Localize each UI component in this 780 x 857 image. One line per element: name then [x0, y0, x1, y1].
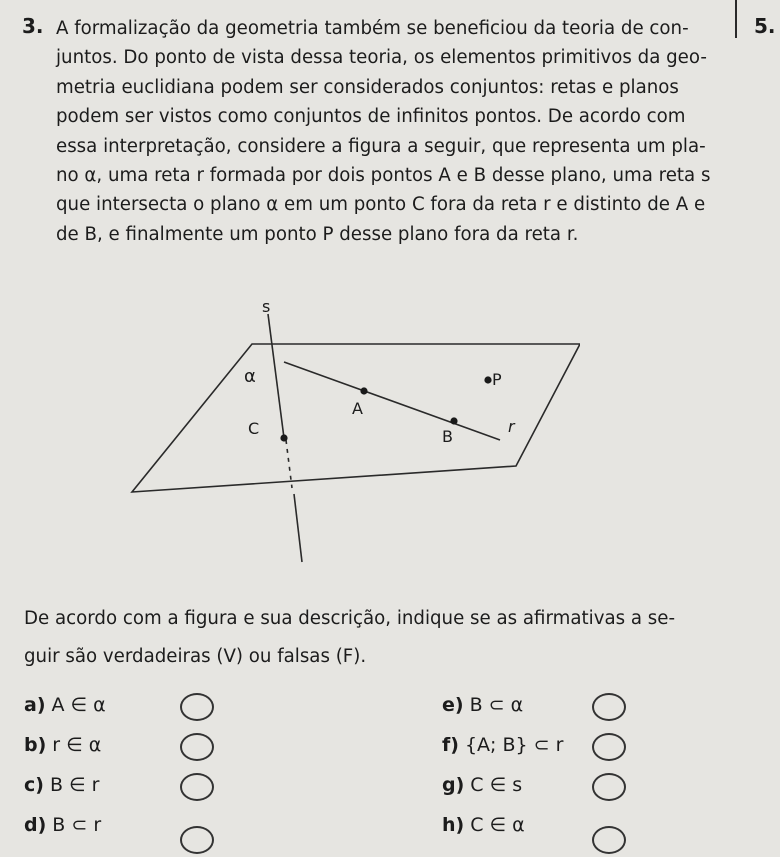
instruction-line: guir são verdadeiras (V) ou falsas (F). [24, 646, 367, 667]
label-r: r [508, 417, 515, 436]
label-c: C [248, 419, 260, 438]
label-a: A [352, 399, 363, 418]
statement-letter: d) [24, 814, 47, 836]
line-r [284, 362, 500, 440]
statement-letter: e) [442, 694, 464, 716]
paragraph-line: de B, e finalmente um ponto P desse plano fora da reta r. [56, 223, 579, 245]
answer-circle-g[interactable] [592, 773, 626, 801]
margin-divider [735, 0, 737, 38]
paragraph-line: juntos. Do ponto de vista dessa teoria, os elementos primitivos da geo- [56, 47, 707, 69]
statement-d [24, 814, 101, 836]
statement-expression: C ∈ s [470, 774, 523, 796]
answer-circle-c[interactable] [180, 773, 214, 801]
point-c [280, 434, 287, 441]
statement-letter: h) [442, 814, 465, 836]
answer-circle-d[interactable] [180, 826, 214, 854]
paragraph-line: metria euclidiana podem ser considerados conjuntos: retas e planos [56, 76, 679, 98]
paragraph-line: essa interpretação, considere a figura a seguir, que representa um pla- [56, 135, 706, 157]
statement-letter: b) [24, 734, 47, 756]
answer-circle-a[interactable] [180, 693, 214, 721]
point-p [484, 376, 491, 383]
label-s: s [262, 297, 271, 316]
label-alpha: α [244, 366, 256, 387]
statement-expression: B ∈ r [49, 774, 100, 796]
line-s-upper [268, 314, 284, 438]
statement-a [24, 694, 106, 716]
statement-f [442, 734, 563, 756]
paragraph-line: A formalização da geometria também se beneficiou da teoria de con- [56, 18, 689, 39]
geometry-figure [120, 288, 580, 568]
paragraph-line: no α, uma reta r formada por dois pontos A e B desse plano, uma reta s [56, 165, 711, 187]
statement-expression: C ∈ α [470, 814, 525, 836]
statement-b [24, 734, 101, 756]
answer-circle-h[interactable] [592, 826, 626, 854]
point-a [360, 387, 367, 394]
statement-e [442, 694, 523, 716]
answer-circle-b[interactable] [180, 733, 214, 761]
statement-expression: B ⊂ r [52, 814, 102, 836]
statement-expression: r ∈ α [52, 734, 102, 756]
statement-letter: c) [24, 774, 44, 796]
answer-circle-f[interactable] [592, 733, 626, 761]
statement-expression: {A; B} ⊂ r [464, 734, 564, 756]
instruction-line: De acordo com a figura e sua descrição, indique se as afirmativas a se- [24, 608, 676, 629]
question-number: 3. [22, 14, 44, 38]
statement-c [24, 774, 99, 796]
paragraph-line: podem ser vistos como conjuntos de infinitos pontos. De acordo com [56, 106, 686, 128]
paragraph-line: que intersecta o plano α em um ponto C fora da reta r e distinto de A e [56, 194, 706, 216]
statement-h [442, 814, 525, 836]
statement-letter: g) [442, 774, 465, 796]
statement-expression: B ⊂ α [469, 694, 524, 716]
label-b: B [442, 427, 453, 446]
question-paragraph [56, 14, 728, 249]
next-question-number: 5. [754, 14, 776, 38]
statement-g [442, 774, 522, 796]
instructions [24, 600, 764, 676]
point-b [450, 417, 457, 424]
statement-expression: A ∈ α [51, 694, 106, 716]
statement-letter: f) [442, 734, 459, 756]
line-s-lower [294, 494, 302, 562]
answer-circle-e[interactable] [592, 693, 626, 721]
label-p: P [492, 370, 502, 389]
statement-letter: a) [24, 694, 46, 716]
